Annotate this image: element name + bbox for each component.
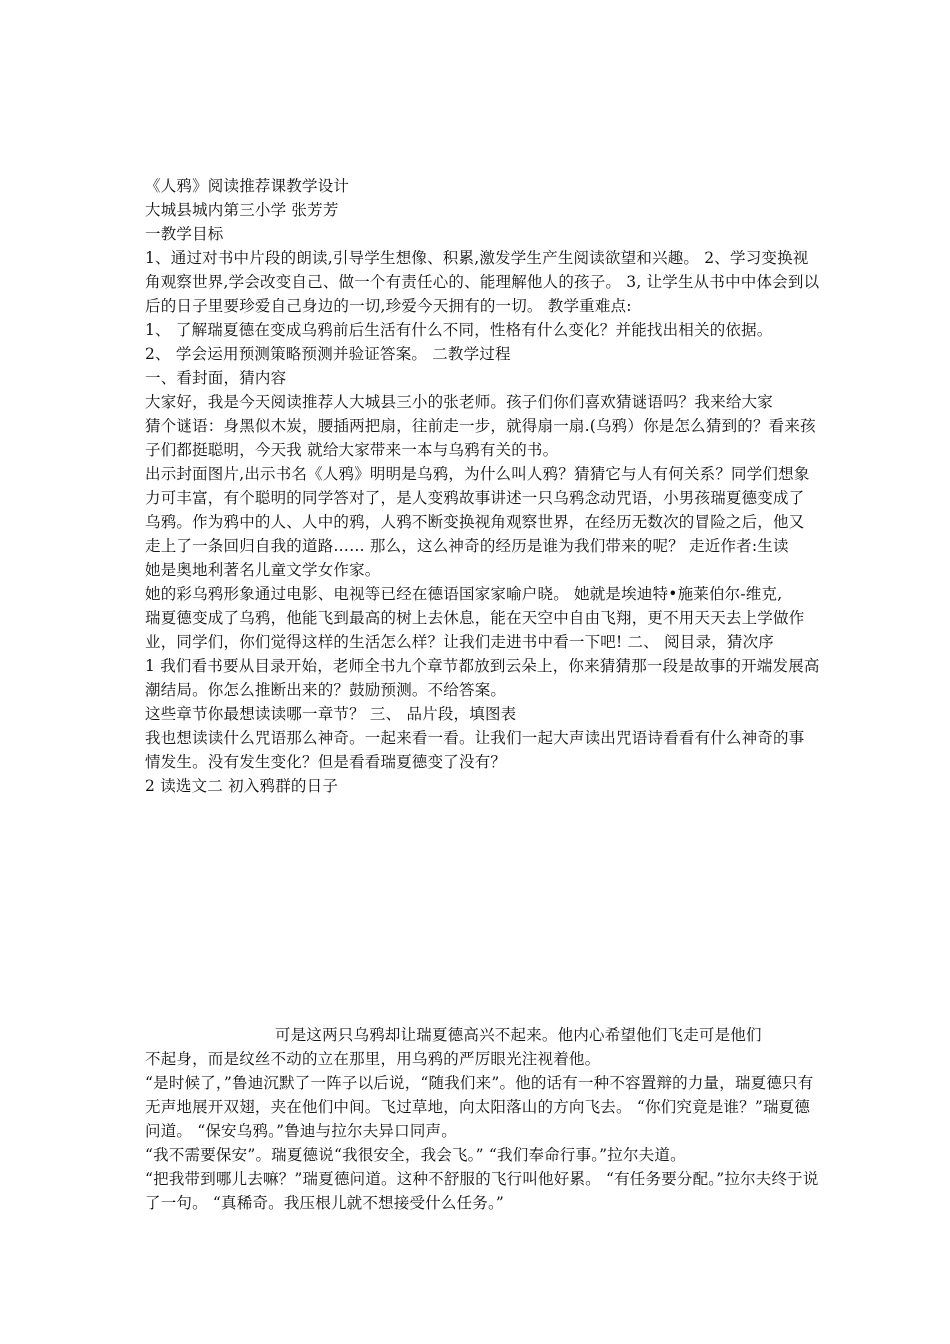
paragraph-story-life: 瑞夏德变成了乌鸦，他能飞到最高的树上去休息，能在天空中自由飞翔，更不用天天去上学做作业，同学们，你们觉得这样的生活怎么样？让我们走进书中看一下吧! 二、 阅目录，猜次序 — [145, 609, 805, 651]
paragraph-author-2: 她的彩乌鸦形象通过电影、电视等已经在德语国家家喻户晓。 她就是埃迪特•施莱伯尔-维克, — [145, 585, 783, 603]
paragraph-contents: 1 我们看书要从目录开始，老师全书九个章节都放到云朵上，你来猜猜那一段是故事的开端发展高潮结局。你怎么推断出来的？鼓励预测。不给答案。 — [145, 657, 820, 699]
excerpt-line-2: 不起身，而是纹丝不动的立在那里，用乌鸦的严厉眼光注视着他。 — [145, 1050, 601, 1068]
paragraph-cover-intro: 出示封面图片,出示书名《人鸦》明明是乌鸦，为什么叫人鸦？猜猜它与人有何关系？同学们想象力可丰富，有个聪明的同学答对了，是人变鸦故事讲述一只乌鸦念动咒语，小男孩瑞夏德变成了乌鸦。作为鸦中的人、人中的鸦，人鸦不断变换视角观察世界，在经历无数次的冒险之后，他又走上了一条回归自我的道路…… 那么，这么神奇的经历是谁为我们带来的呢？ 走近作者:生读 — [145, 465, 810, 555]
document-body-bottom — [145, 1023, 820, 1215]
paragraph-goals: 1、通过对书中片段的朗读,引导学生想像、积累,激发学生产生阅读欲望和兴趣。 2、学习变换视角观察世界,学会改变自己、做一个有责任心的、能理解他人的孩子。 3, 让学生从书中中体会到以后的日子里要珍爱自己身边的一切,珍爱今天拥有的一切。 教学重难点: — [145, 249, 820, 315]
excerpt-line-1: 可是这两只乌鸦却让瑞夏德高兴不起来。他内心希望他们飞走可是他们 — [275, 1026, 762, 1044]
document-title: 《人鸦》阅读推荐课教学设计 — [145, 177, 350, 195]
paragraph-key-point-1: 1、 了解瑞夏德在变成乌鸦前后生活有什么不同，性格有什么变化？并能找出相关的依据。 — [145, 321, 773, 339]
paragraph-chapters: 这些章节你最想读读哪一章节？ 三、 品片段，填图表 — [145, 705, 517, 723]
section-heading-goals: 一教学目标 — [145, 225, 224, 243]
paragraph-excerpt-heading: 2 读选文二 初入鸦群的日子 — [145, 777, 339, 795]
excerpt-dialogue-1: “是时候了，”鲁迪沉默了一阵子以后说，“随我们来”。他的话有一种不容置辩的力量，瑞夏德只有无声地展开双翅，夹在他们中间。飞过草地，向太阳落山的方向飞去。 “你们究竟是谁？”瑞夏德问道。 “保安乌鸦。”鲁迪与拉尔夫异口同声。 — [145, 1074, 814, 1140]
paragraph-riddle: 猜个谜语：身黑似木炭，腰插两把扇，往前走一步，就得扇一扇.(乌鸦）你是怎么猜到的？看来孩子们都挺聪明，今天我 就给大家带来一本与乌鸦有关的书。 — [145, 417, 816, 459]
author-line: 大城县城内第三小学 张芳芳 — [145, 201, 339, 219]
section-heading-cover: 一、看封面，猜内容 — [145, 369, 287, 387]
paragraph-spell: 我也想读读什么咒语那么神奇。一起来看一看。让我们一起大声读出咒语诗看看有什么神奇的事情发生。没有发生变化？但是看看瑞夏德变了没有？ — [145, 729, 805, 771]
excerpt-dialogue-3: “把我带到哪儿去嘛？”瑞夏德问道。这种不舒服的飞行叫他好累。 “有任务要分配。”拉尔夫终于说了一句。 “真稀奇。我压根儿就不想接受什么任务。” — [145, 1170, 819, 1212]
document-body-top — [145, 174, 820, 798]
paragraph-key-point-2: 2、 学会运用预测策略预测并验证答案。 二教学过程 — [145, 345, 511, 363]
paragraph-author-1: 她是奥地利著名儿童文学女作家。 — [145, 561, 381, 579]
excerpt-dialogue-2: “我不需要保安”。瑞夏德说“我很安全，我会飞。” “我们奉命行事。”拉尔夫道。 — [145, 1146, 686, 1164]
paragraph-greeting: 大家好，我是今天阅读推荐人大城县三小的张老师。孩子们你们喜欢猜谜语吗？我来给大家 — [145, 393, 774, 411]
